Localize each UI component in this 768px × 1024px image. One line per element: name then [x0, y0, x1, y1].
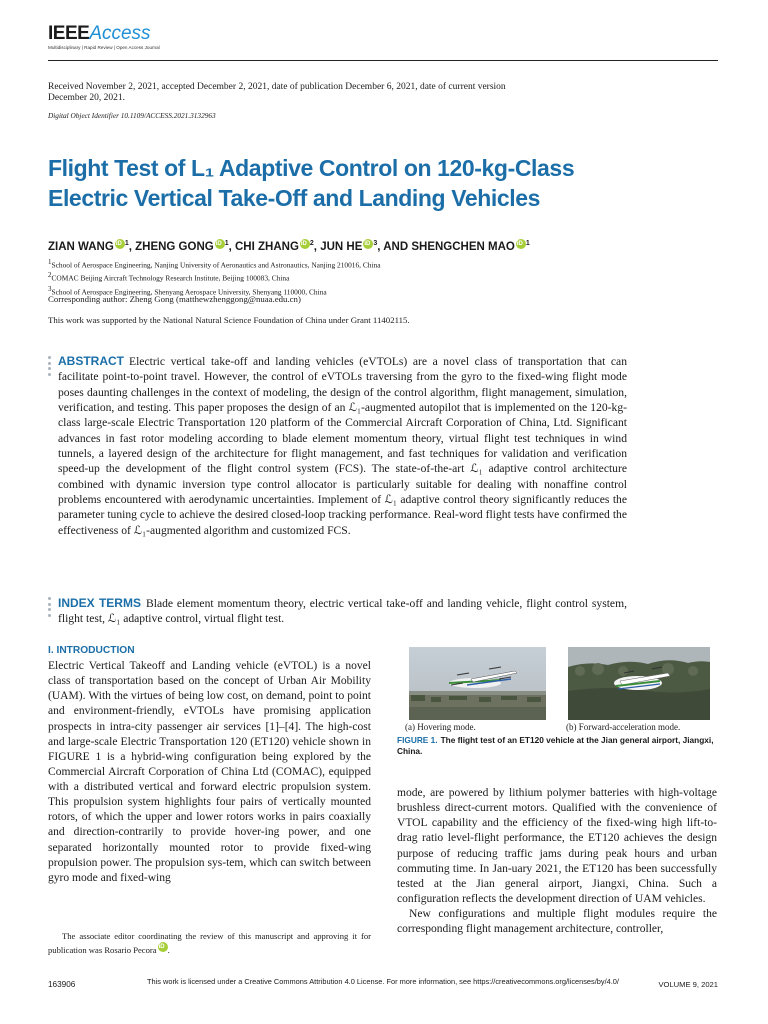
author: CHI ZHANGiD $^2$ [235, 241, 314, 253]
title-line-1: Flight Test of L₁ Adaptive Control on 120-kg-Class [48, 155, 575, 181]
license-notice[interactable]: This work is licensed under a Creative Commons Attribution 4.0 License. For more information, see https://creativecommons.org/licenses/by/4.0/ [147, 977, 619, 986]
journal-logo [48, 24, 160, 50]
abstract-dots-icon [48, 356, 52, 378]
figure-label: FIGURE 1. [397, 735, 438, 745]
brand-italic: Access [89, 23, 151, 44]
paragraph: New configurations and multiple flight modules require the corresponding flight management architecture, controller, [397, 908, 717, 936]
intro-right-column [397, 786, 717, 937]
header-rule [48, 60, 718, 61]
index-terms-text: Blade element momentum theory, electric vertical take-off and landing vehicle, flight control system, flight test, ℒ₁ adaptive control, virtual flight test. [58, 597, 627, 626]
author-list: ZIAN WANGiD $^1$, ZHENG GONGiD $^1$, CHI ZHANGiD $^2$, JUN HEiD $^3$, AND SHENGCHEN MAOiD $^1$ [48, 240, 728, 253]
orcid-icon[interactable] [300, 239, 310, 249]
index-terms [58, 596, 627, 627]
affiliations [48, 257, 648, 297]
paragraph: mode, are powered by lithium polymer batteries with high-voltage brushless direct-current motors. Qualified with the convenience of VTOL capability and the efficiency of the fixed-wing high lift-to-drag ratio level-flight performance, the ET120 achieves the design purpose of reducing traffic jams during peak hours and urban commuting time. In Jan-uary 2021, the ET120 has been successfully tested at the Jian general airport, Jiangxi, China. Such a configuration reflects the development direction of UAM vehicles. [397, 787, 717, 905]
forward-vehicle-image [568, 647, 710, 720]
figure-hovering-photo [409, 647, 546, 720]
volume-info: VOLUME 9, 2021 [658, 980, 718, 989]
figure-caption-text: The flight test of an ET120 vehicle at the Jian general airport, Jiangxi, China. [397, 735, 714, 756]
figure-forward-acceleration-photo [568, 647, 710, 720]
affiliation: $^3$School of Aerospace Engineering, Shenyang Aerospace University, Shenyang 110000, China [48, 284, 327, 297]
editor-footnote: The associate editor coordinating the review of this manuscript and approving it for publication was Rosario PecoraiD . [48, 929, 371, 957]
abstract-text: Electric vertical take-off and landing vehicles (eVTOLs) are a novel class of transportation that can facilitate point-to-point travel. However, the control of eVTOLs traversing from the gyro to the fixed-wing flight mode poses daunting challenges in the context of modeling, the design of the control algorithm, flight management, simulation, verification, and testing. This paper proposes the design of an ℒ₁-augmented autopilot that is implemented on the 120-kg-class large-scale Electric Transportation 120 platform of the Commercial Aircraft Corporation of China, Ltd. Significant advances in fast rotor modeling according to blade element momentum theory, virtual flight test techniques in wind tunnels, a layered design of the architecture for flight management, and fast techniques for validation and verification speed-up the development of the flight control system (FCS). The state-of-the-art ℒ₁ adaptive control architecture combined with dynamic inversion type control allocator is particularly suitable for dealing with nonaffine control problems encountered with aerodynamic uncertainties. Implement of ℒ₁ adaptive control theory significantly reduces the parameter tuning cycle to achieve the desired closed-loop tracking performance. Real-word flight tests have confirmed the effectiveness of ℒ₁-augmented algorithm and customized FCS. [58, 355, 627, 537]
author: ZHENG GONGiD $^1$ [135, 241, 229, 253]
index-terms-dots-icon [48, 597, 52, 619]
abstract-label: ABSTRACT [58, 354, 124, 368]
received-dates: Received November 2, 2021, accepted December 2, 2021, date of publication December 6, 2021, date of current version December 20, 2021. [48, 82, 506, 103]
journal-tagline: Multidisciplinary | Rapid Review | Open Access Journal [48, 45, 160, 50]
page-number: 163906 [48, 980, 76, 989]
subcaption-a: (a) Hovering mode. [405, 722, 476, 732]
orcid-icon[interactable] [215, 239, 225, 249]
orcid-icon[interactable] [115, 239, 125, 249]
author: JUN HEiD $^3$ [320, 241, 377, 253]
figure-caption [397, 735, 717, 757]
doi[interactable]: Digital Object Identifier 10.1109/ACCESS.2021.3132963 [48, 111, 216, 120]
section-heading: I. INTRODUCTION [48, 645, 135, 656]
intro-left-column: Electric Vertical Takeoff and Landing vehicle (eVTOL) is a novel class of transportation based on the concept of Urban Air Mobility (UAM). With the virtues of being low cost, on demand, point to point and environment-friendly, eVTOLs have promising application prospects in intra-city passenger air services [1]–[4]. The high-cost and large-scale Electric Transportation 120 (ET120) vehicle shown in FIGURE 1 is a hybrid-wing configuration being explored by the Commercial Aircraft Corporation of China Ltd (COMAC), equipped with a distributed vertical and forward electric propulsion system. This propulsion system highlights four pairs of vertically mounted rotors, of which the upper and lower rotors works in pairs coaxially and direction-contrarily to provide hover-ing power, and one separated horizontally mounted rotor to provide fixed-wing propulsion power. The propulsion sys-tem, which can switch between gyro mode and fixed-wing [48, 660, 371, 884]
funding-note: This work was supported by the National Natural Science Foundation of China under Grant 11402115. [48, 315, 410, 325]
hovering-vehicle-image [409, 647, 546, 720]
title-line-2: Electric Vertical Take-Off and Landing Vehicles [48, 185, 541, 211]
brand-bold: IEEE [48, 23, 90, 44]
author: SHENGCHEN MAOiD $^1$ [411, 241, 529, 253]
affiliation: $^1$School of Aerospace Engineering, Nanjing University of Aeronautics and Astronautics, Nanjing 210016, China [48, 258, 381, 270]
orcid-icon[interactable] [158, 942, 168, 952]
affiliation: $^2$COMAC Beijing Aircraft Technology Research Institute, Beijing 100083, China [48, 271, 290, 283]
author: ZIAN WANGiD $^1$ [48, 241, 129, 253]
paper-title [48, 153, 728, 213]
orcid-icon[interactable] [516, 239, 526, 249]
index-terms-label: INDEX TERMS [58, 596, 141, 610]
abstract [58, 354, 627, 538]
corresponding-author: Corresponding author: Zheng Gong (matthewzhenggong@nuaa.edu.cn) [48, 294, 301, 304]
subcaption-b: (b) Forward-acceleration mode. [566, 722, 681, 732]
orcid-icon[interactable] [363, 239, 373, 249]
